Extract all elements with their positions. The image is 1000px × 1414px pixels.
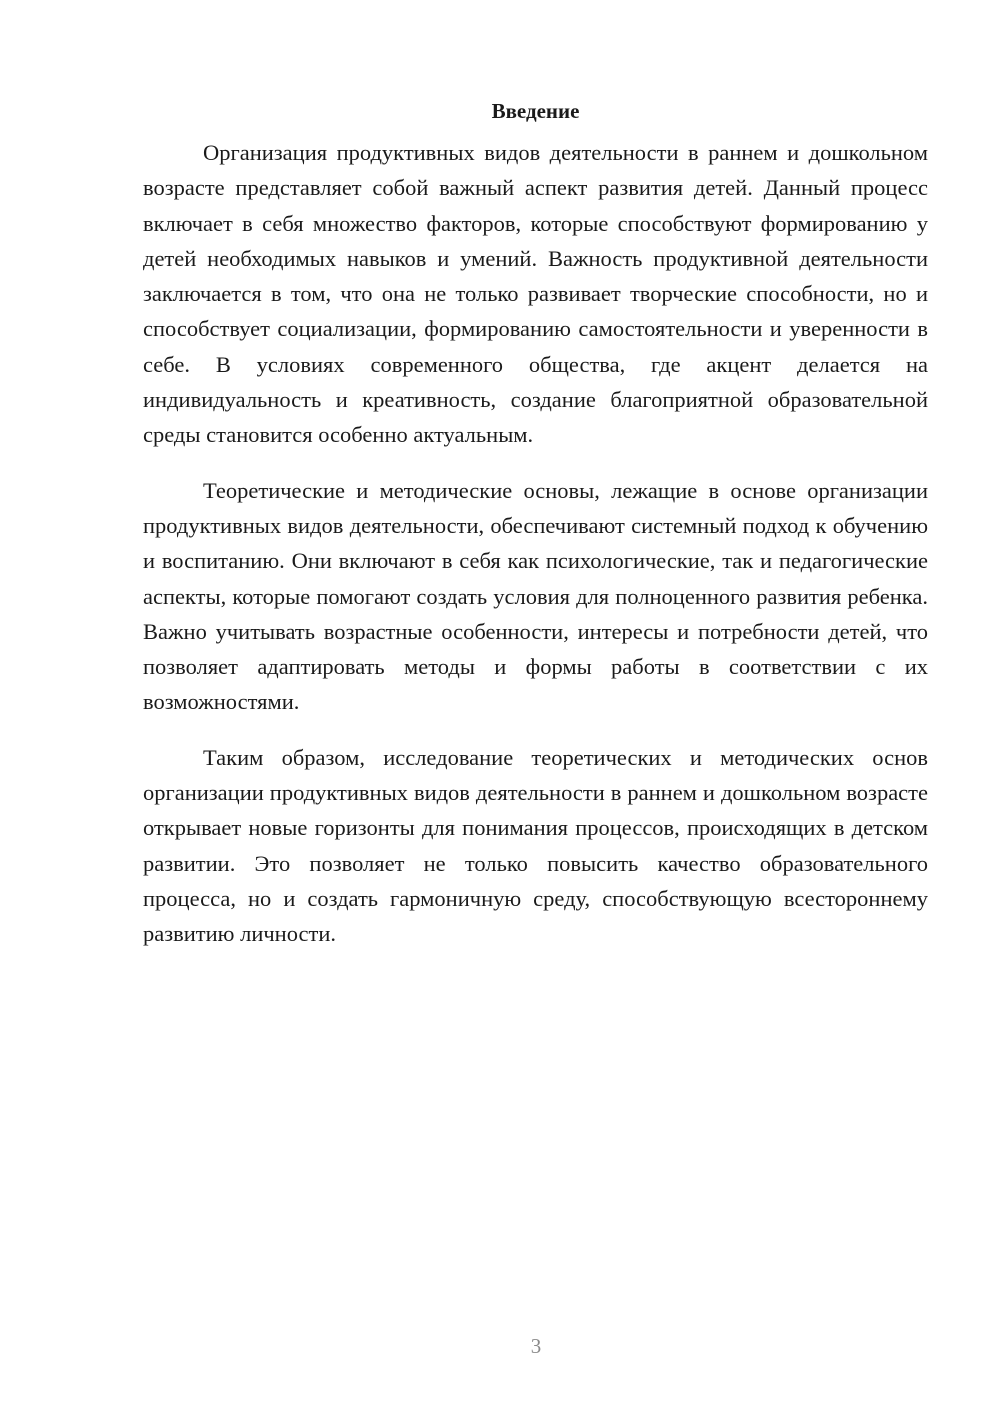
- paragraph-1: Организация продуктивных видов деятельности в раннем и дошкольном возрасте представляет собой важный аспект развития детей. Данный процесс включает в себя множество факторов, которые способствуют формированию у детей необходимых навыков и умений. Важность продуктивной деятельности заключается в том, что она не только развивает творческие способности, но и способствует социализации, формированию самостоятельности и уверенности в себе. В условиях современного общества, где акцент делается на индивидуальность и креативность, создание благоприятной образовательной среды становится особенно актуальным.: [143, 140, 928, 448]
- page-content: [143, 96, 928, 972]
- paragraph-2: Теоретические и методические основы, лежащие в основе организации продуктивных видов деятельности, обеспечивают системный подход к обучению и воспитанию. Они включают в себя как психологические, так и педагогические аспекты, которые помогают создать условия для полноценного развития ребенка. Важно учитывать возрастные особенности, интересы и потребности детей, что позволяет адаптировать методы и формы работы в соответствии с их возможностями.: [143, 477, 928, 715]
- paragraph-3: Таким образом, исследование теоретических и методических основ организации продуктивных видов деятельности в раннем и дошкольном возрасте открывает новые горизонты для понимания процессов, происходящих в детском развитии. Это позволяет не только повысить качество образовательного процесса, но и создать гармоничную среду, способствующую всестороннему развитию личности.: [143, 744, 928, 947]
- page-number: 3: [530, 1334, 542, 1358]
- section-heading: Введение: [491, 99, 580, 123]
